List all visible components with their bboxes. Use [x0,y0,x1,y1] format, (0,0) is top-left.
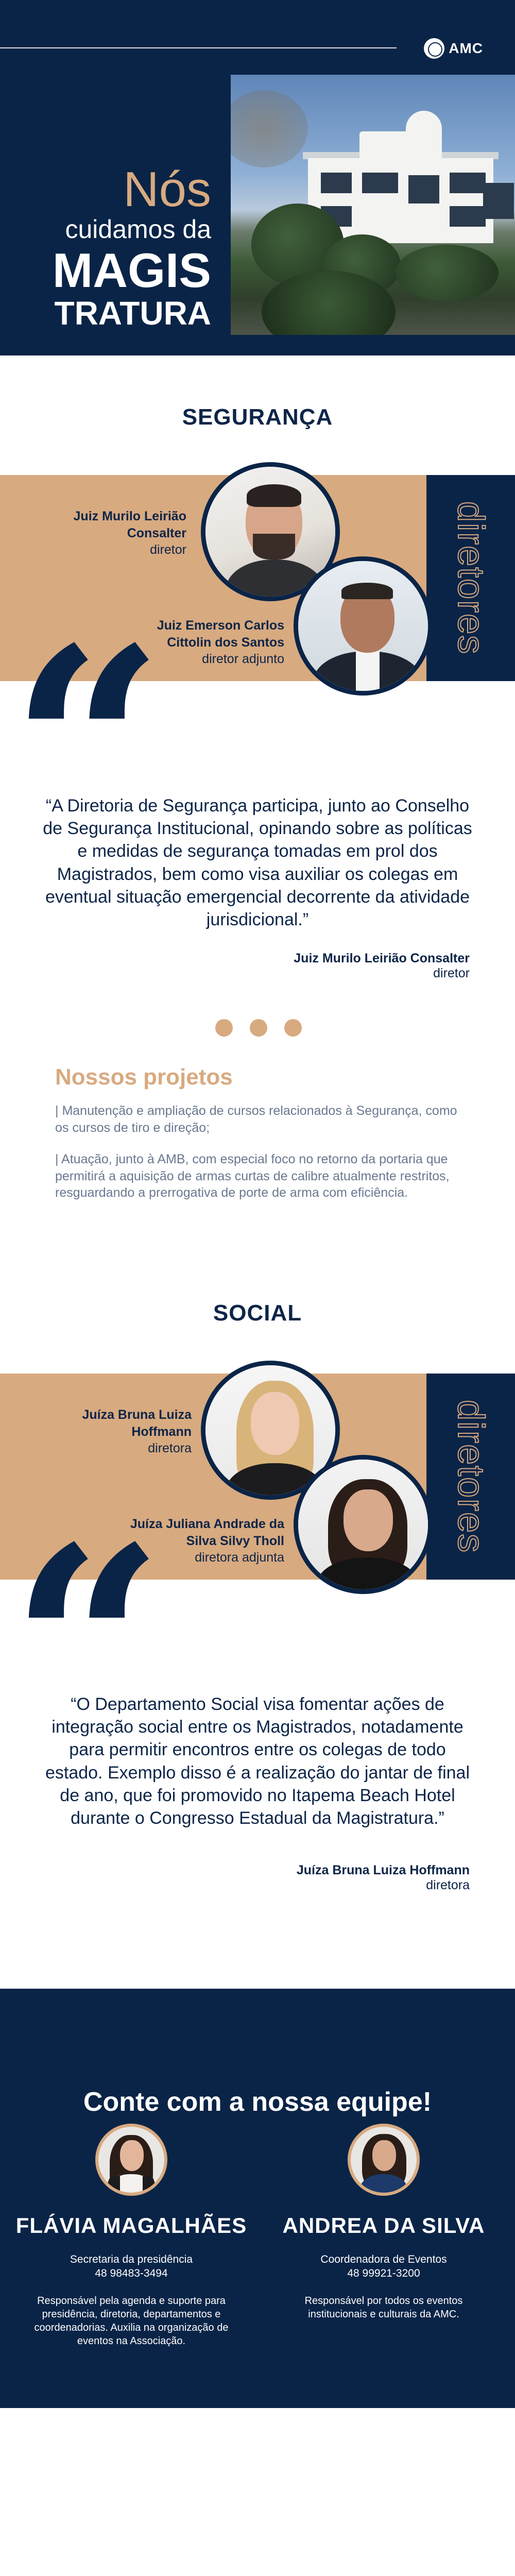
projects-title: Nossos projetos [55,1064,233,1090]
hero-banner [0,0,515,355]
member-description: Responsável pela agenda e suporte para presidência, diretoria, departamentos e coordenadorias. Auxilia na organização de eventos na Associação. [34,2295,229,2347]
quote-author-role: diretora [426,1878,470,1892]
director-1-label [32,508,186,558]
member-name: ANDREA DA SILVA [282,2213,485,2238]
hero-line-4: TRATURA [54,295,211,332]
hero-divider [0,47,397,48]
social-quote: “O Departamento Social visa fomentar ações de integração social entre os Magistrados, notadamente para permitir encontros entre os colegas de todo estado. Exemplo disso é a realização do jantar de final de ano, que foi promovido no Itapema Beach Hotel durante o Congresso Estadual da Magistratura.” [45,1694,470,1828]
director-role: diretora [148,1441,192,1455]
member-role-block [260,2252,507,2281]
project-item: | Atuação, junto à AMB, com especial foco no retorno da portaria que permitirá a aquisição de armas curtas de calibre atualmente restritos, resguardando a prerrogativa de porte de arma com eficiência. [55,1152,450,1200]
seguranca-quote: “A Diretoria de Segurança participa, junto ao Conselho de Segurança Institucional, opinando sobre as políticas e medidas de segurança tomadas em prol dos Magistrados, bem como visa auxiliar os colegas em eventual situação emergencial decorrente da atividade jurisdicional.” [43,796,472,929]
director-role: diretora adjunta [195,1550,284,1565]
quote-author-name: Juíza Bruna Luiza Hoffmann [296,1863,470,1877]
hero-headline [0,162,211,332]
member-description: Responsável por todos os eventos institucionais e culturais da AMC. [304,2295,463,2320]
member-phone[interactable]: 48 98483-3494 [95,2267,168,2280]
director-name: Juíza Juliana Andrade da Silva Silvy Tholl [130,1517,284,1548]
director-name: Juiz Murilo Leirião Consalter [73,509,186,540]
seguranca-quote-author [294,951,470,981]
headquarters-photo [231,75,515,335]
member-role: Secretaria da presidência [70,2253,193,2265]
amc-logo[interactable] [424,38,483,59]
team-title: Conte com a nossa equipe! [83,2087,432,2117]
director-2-portrait [294,1455,433,1594]
logo-text: AMC [449,40,483,56]
quote-author-name: Juiz Murilo Leirião Consalter [294,951,470,965]
hero-line-3: MAGIS [52,243,211,297]
member-avatar [348,2124,420,2196]
team-section [0,1989,515,2408]
section-title-seguranca: SEGURANÇA [182,404,333,430]
directors-vertical-label: diretores [450,1399,491,1554]
member-role: Coordenadora de Eventos [320,2253,447,2265]
member-phone[interactable]: 48 99921-3200 [347,2267,420,2280]
amc-seal-icon [424,38,444,59]
team-member-card [260,2124,507,2321]
section-divider-dots [215,1019,302,1037]
director-role: diretor [150,543,186,557]
project-item: | Manutenção e ampliação de cursos relacionados à Segurança, como os cursos de tiro e direção; [55,1104,457,1135]
director-2-portrait [294,556,433,696]
hero-line-1: Nós [123,162,211,217]
quote-author-role: diretor [433,966,470,980]
director-name: Juiz Emerson Carlos Cittolin dos Santos [157,618,284,650]
social-quote-author [297,1863,470,1893]
director-1-label [37,1406,192,1457]
member-role-block [8,2252,255,2281]
team-member-card [8,2124,255,2348]
directors-vertical-label: diretores [450,501,491,655]
director-name: Juíza Bruna Luiza Hoffmann [82,1408,192,1439]
quote-marks-icon: “ [10,589,165,904]
section-title-social: SOCIAL [213,1300,302,1326]
member-name: FLÁVIA MAGALHÃES [15,2213,247,2238]
member-avatar [95,2124,167,2196]
hero-line-2: cuidamos da [65,215,211,244]
quote-marks-icon: “ [10,1488,165,1803]
director-role: diretor adjunto [202,652,284,666]
